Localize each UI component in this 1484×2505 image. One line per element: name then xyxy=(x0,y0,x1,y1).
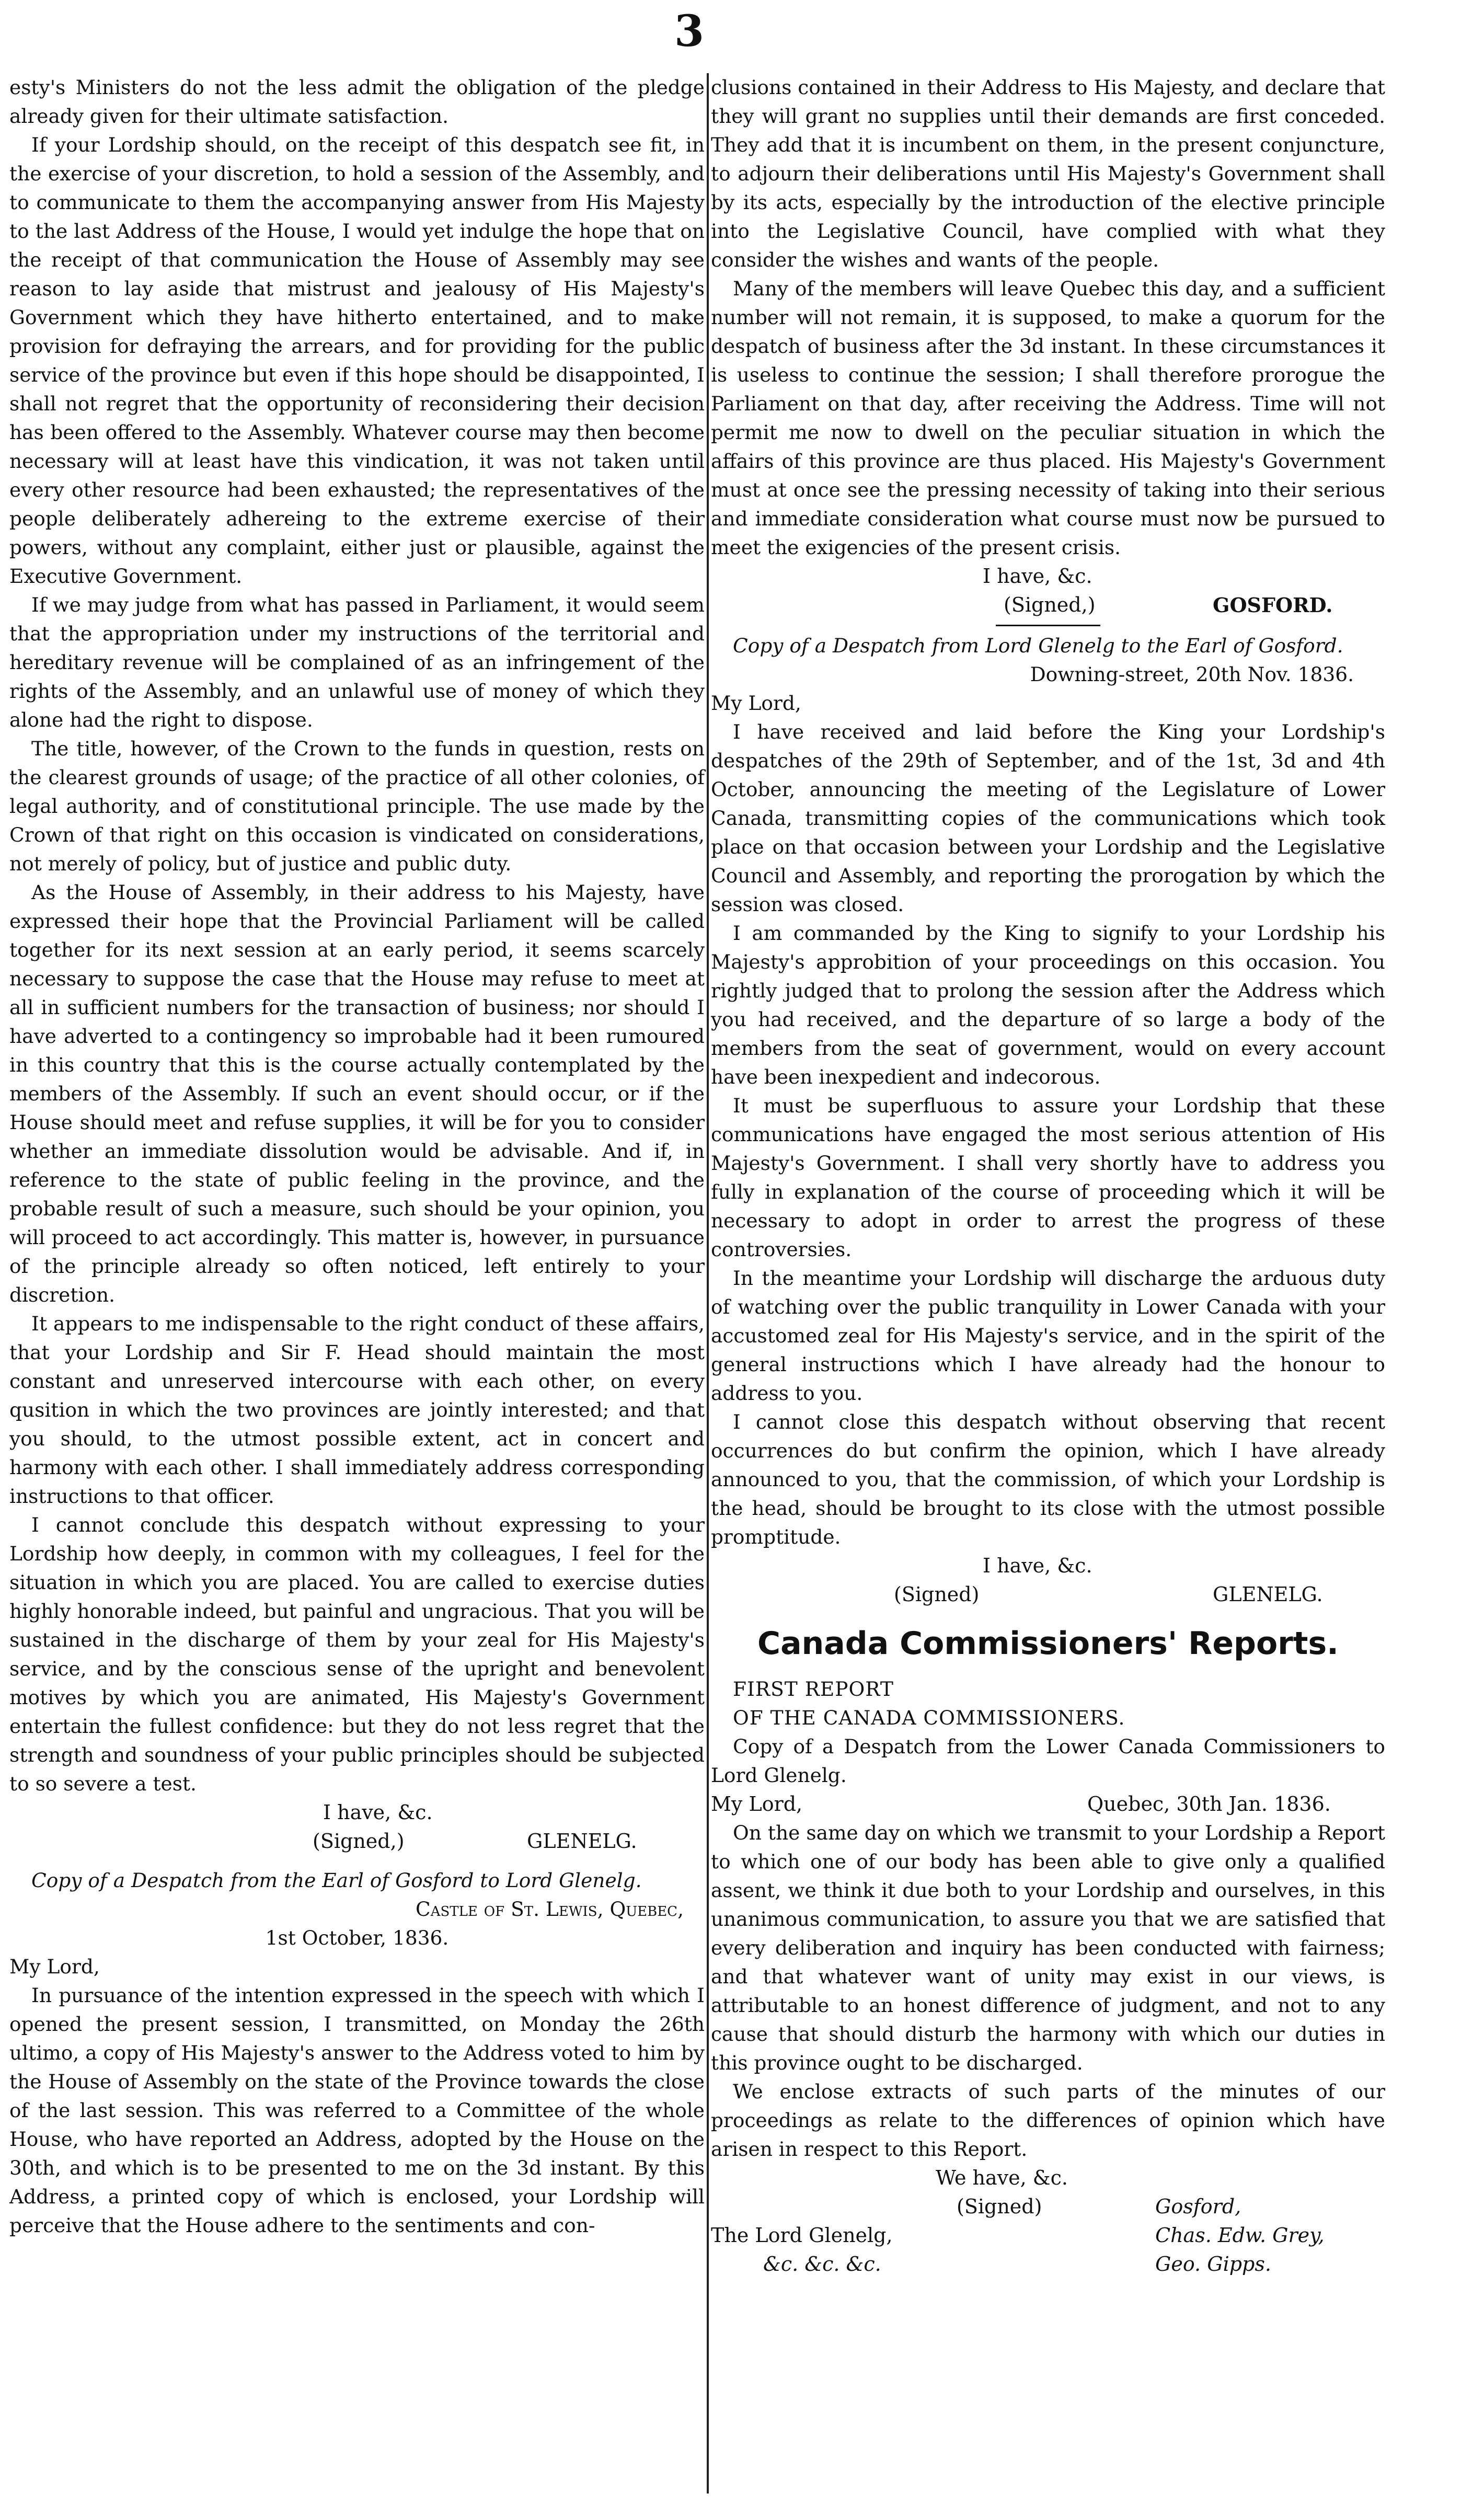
signature-block xyxy=(711,2164,1385,2192)
signatory-name: GLENELG. xyxy=(527,1830,637,1853)
paragraph: It must be superfluous to assure your Lordship that these communications have engaged the most serious attention of His Majesty's Government. I shall very shortly have to address you fully in explanation of the course of proceeding which it will be necessary to adopt in order to arrest the progress of these controversies. xyxy=(711,1094,1385,1261)
salutation: My Lord, xyxy=(711,692,801,715)
despatch-location: Castle of St. Lewis, Quebec, xyxy=(416,1898,684,1921)
paragraph: I am commanded by the King to signify to your Lordship his Majesty's approbition of your proceedings on this occasion. You rightly judged that to prolong the session after the Address which you had received, and the departure of so large a body of the members from the seat of government, would on every account have been inexpedient and indecorous. xyxy=(711,922,1385,1088)
signed-label: (Signed,) xyxy=(1004,593,1096,616)
paragraph: We enclose extracts of such parts of the minutes of our proceedings as relate to the differences of opinion which have arisen in respect to this Report. xyxy=(711,2080,1385,2161)
signature-block xyxy=(711,1580,1385,1609)
column-divider xyxy=(707,73,709,2493)
despatch-title: Copy of a Despatch from Lord Glenelg to the Earl of Gosford. xyxy=(733,634,1343,657)
sign-off: I have, &c. xyxy=(983,1554,1092,1577)
signatory-name: GLENELG. xyxy=(1213,1583,1323,1606)
addressee: The Lord Glenelg, xyxy=(711,2224,893,2247)
paragraph: I cannot conclude this despatch without expressing to your Lordship how deeply, in common with my colleagues, I feel for the situation in which you are placed. You are called to exercise duties highly honorable indeed, but painful and ungracious. That you will be sustained in the discharge of them by your zeal for His Majesty's service, and by the conscious sense of the upright and benevolent motives by which you are animated, His Majesty's Government entertain the fullest confidence: but they do not less regret that the strength and soundness of your public principles should be subjected to so severe a test. xyxy=(9,1513,705,1795)
signature-block xyxy=(711,2221,1385,2250)
paragraph: clusions contained in their Address to His Majesty, and declare that they will grant no supplies until their demands are first conceded. They add that it is incumbent on them, in the present conjuncture, to adjourn their deliberations until His Majesty's Government shall by its acts, especially by the introduction of the elective principle into the Legislative Council, have complied with what they consider the wishes and wants of the people. xyxy=(711,76,1385,271)
signature-block xyxy=(711,1552,1385,1580)
paragraph: In pursuance of the intention expressed in the speech with which I opened the present session, I transmitted, on Monday the 26th ultimo, a copy of His Majesty's answer to the Address voted to him by the House of Assembly on the state of the Province towards the close of the last session. This was referred to a Committee of the whole House, who have reported an Address, adopted by the House on the 30th, and which is to be presented to me on the 3d instant. By this Address, a printed copy of which is enclosed, your Lordship will perceive that the House adhere to the sentiments and con- xyxy=(9,1984,705,2237)
page-number: 3 xyxy=(674,6,705,56)
despatch-title: Copy of a Despatch from the Lower Canada Commissioners to Lord Glenelg. xyxy=(711,1735,1385,1787)
signatory-name: Chas. Edw. Grey, xyxy=(1155,2224,1325,2247)
signature-block xyxy=(9,1798,705,1827)
report-title: FIRST REPORT xyxy=(733,1677,894,1700)
signatory-name: Geo. Gipps. xyxy=(1155,2253,1271,2276)
signature-block xyxy=(711,562,1385,591)
paragraph: The title, however, of the Crown to the funds in question, rests on the clearest grounds of usage; of the practice of all other colonies, of legal authority, and of constitutional principle. The use made by the Crown of that right on this occasion is vindicated on considerations, not merely of policy, but of justice and public duty. xyxy=(9,737,705,875)
addressee: &c. &c. &c. xyxy=(763,2253,881,2276)
sign-off: We have, &c. xyxy=(936,2166,1068,2189)
signature-block xyxy=(711,2250,1385,2279)
left-column xyxy=(9,73,705,2240)
divider-line xyxy=(996,625,1100,626)
signed-label: (Signed) xyxy=(894,1583,980,1606)
report-subtitle: OF THE CANADA COMMISSIONERS. xyxy=(733,1706,1125,1729)
despatch-date: Quebec, 30th Jan. 1836. xyxy=(1087,1792,1331,1815)
paragraph: I have received and laid before the King your Lordship's despatches of the 29th of September, and of the 1st, 3d and 4th October, announcing the meeting of the Legislature of Lower Canada, transmitting copies of the communications which took place on that occasion between your Lordship and the Legislative Council and Assembly, and reporting the prorogation by which the session was closed. xyxy=(711,720,1385,916)
paragraph: Many of the members will leave Quebec this day, and a sufficient number will not remain, it is supposed, to make a quorum for the despatch of business after the 3d instant. In these circumstances it is useless to continue the session; I shall therefore prorogue the Parliament on that day, after receiving the Address. Time will not permit me now to dwell on the peculiar situation in which the affairs of this province are thus placed. His Majesty's Government must at once see the pressing necessity of taking into their serious and immediate consideration what course must now be pursued to meet the exigencies of the present crisis. xyxy=(711,277,1385,559)
paragraph: As the House of Assembly, in their address to his Majesty, have expressed their hope that the Provincial Parliament will be called together for its next session at an early period, it seems scarcely necessary to suppose the case that the House may refuse to meet at all in sufficient numbers for the transaction of business; nor should I have adverted to a contingency so improbable had it been rumoured in this country that this is the course actually contemplated by the members of the Assembly. If such an event should occur, or if the House should meet and refuse supplies, it will be for you to consider whether an immediate dissolution would be advisable. And if, in reference to the state of public feeling in the province, and the probable result of such a measure, such should be your opinion, you will proceed to act accordingly. This matter is, however, in pursuance of the principle already so often noticed, left entirely to your discretion. xyxy=(9,881,705,1306)
despatch-location: Downing-street, 20th Nov. 1836. xyxy=(1030,663,1354,686)
right-column xyxy=(711,73,1385,2279)
paragraph: esty's Ministers do not the less admit the obligation of the pledge already given for their ultimate satisfaction. xyxy=(9,76,705,128)
paragraph: I cannot close this despatch without observing that recent occurrences do but confirm the opinion, which I have already announced to you, that the commission, of which your Lordship is the head, should be brought to its close with the utmost possible promptitude. xyxy=(711,1410,1385,1548)
signature-block xyxy=(711,591,1385,619)
signed-label: (Signed) xyxy=(957,2195,1042,2218)
signatory-name: GOSFORD. xyxy=(1213,593,1333,617)
salutation-line xyxy=(711,1790,1385,1819)
sign-off: I have, &c. xyxy=(983,565,1092,588)
signed-label: (Signed,) xyxy=(313,1830,405,1853)
paragraph: It appears to me indispensable to the right conduct of these affairs, that your Lordship and Sir F. Head should maintain the most constant and unreserved intercourse with each other, on every qusition in which the two provinces are jointly interested; and that you should, to the utmost possible extent, act in concert and harmony with each other. I shall immediately address corresponding instructions to that officer. xyxy=(9,1312,705,1508)
paragraph: In the meantime your Lordship will discharge the arduous duty of watching over the public tranquility in Lower Canada with your accustomed zeal for His Majesty's service, and in the spirit of the general instructions which I have already had the honour to address to you. xyxy=(711,1267,1385,1405)
paragraph: If your Lordship should, on the receipt of this despatch see fit, in the exercise of your discretion, to hold a session of the Assembly, and to communicate to them the accompanying answer from His Majesty to the last Address of the House, I would yet indulge the hope that on the receipt of that communication the House of Assembly may see reason to lay aside that mistrust and jealousy of His Majesty's Government which they have hitherto entertained, and to make provision for defraying the arrears, and for providing for the public service of the province but even if this hope should be disappointed, I shall not regret that the opportunity of reconsidering their decision has been offered to the Assembly. Whatever course may then become necessary will at least have this vindication, it was not taken until every other resource had been exhausted; the representatives of the people deliberately adhereing to the extreme exercise of their powers, without any complaint, either just or plausible, against the Executive Government. xyxy=(9,133,705,588)
salutation: My Lord, xyxy=(9,1955,100,1978)
paragraph: On the same day on which we transmit to your Lordship a Report to which one of our body has been able to give only a qualified assent, we think it due both to your Lordship and ourselves, in this unanimous communication, to assure you that we are satisfied that every deliberation and inquiry has been conducted with fairness; and that whatever want of unity may exist in our views, is attributable to an honest difference of judgment, and not to any cause that should disturb the harmony with which our duties in this province ought to be discharged. xyxy=(711,1821,1385,2074)
signatory-name: Gosford, xyxy=(1155,2195,1241,2218)
signature-block xyxy=(9,1827,705,1856)
section-heading: Canada Commissioners' Reports. xyxy=(757,1625,1339,1662)
salutation: My Lord, xyxy=(711,1792,803,1815)
despatch-date: 1st October, 1836. xyxy=(265,1926,449,1949)
despatch-title: Copy of a Despatch from the Earl of Gosford to Lord Glenelg. xyxy=(31,1869,642,1892)
signature-block xyxy=(711,2192,1385,2221)
paragraph: If we may judge from what has passed in Parliament, it would seem that the appropriation under my instructions of the territorial and hereditary revenue will be complained of as an infringement of the rights of the Assembly, and an unlawful use of money of which they alone had the right to dispose. xyxy=(9,593,705,731)
sign-off: I have, &c. xyxy=(323,1801,433,1824)
